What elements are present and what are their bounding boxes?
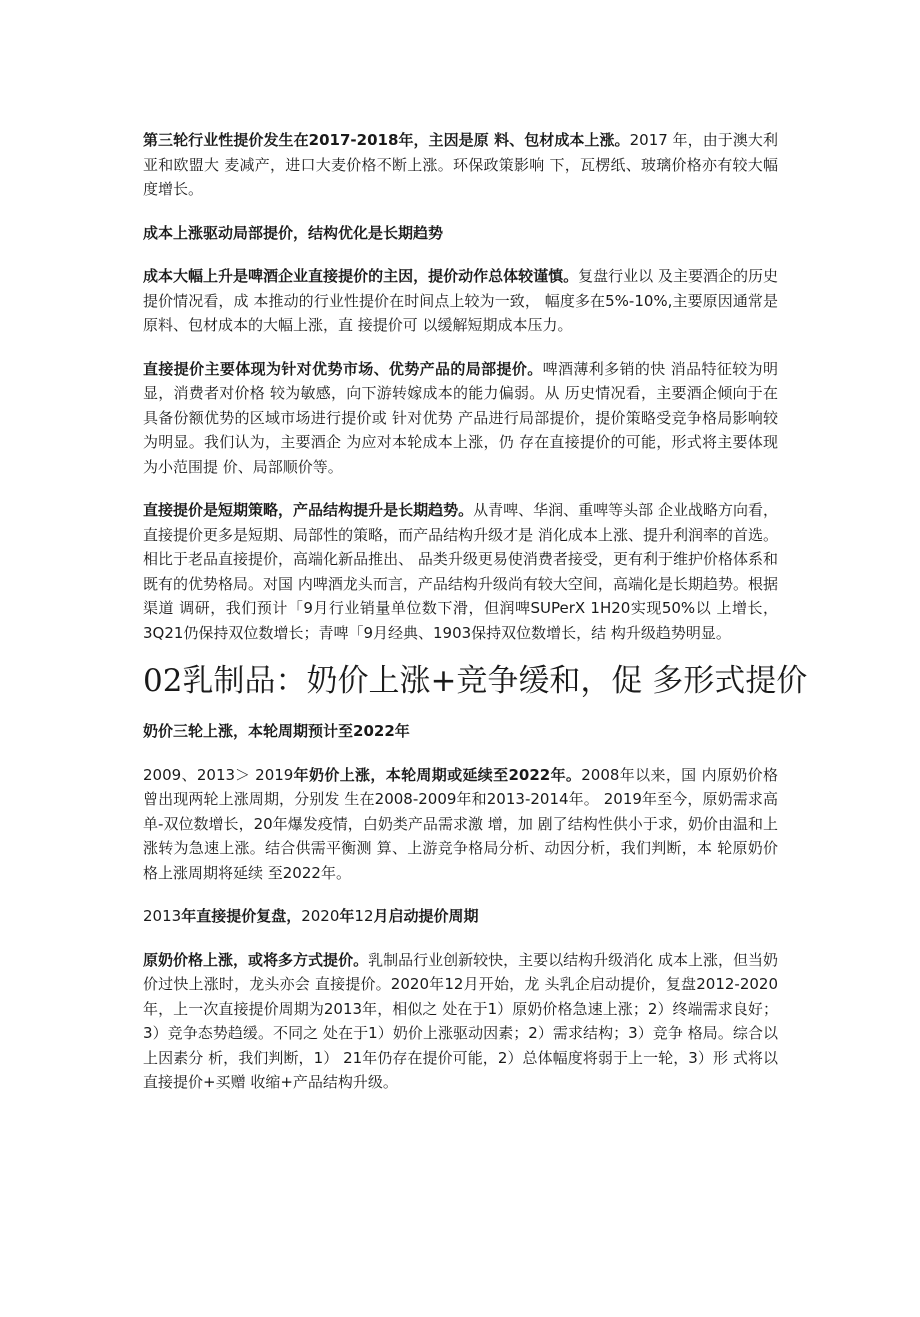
paragraph-lead-bold: 第三轮行业性提价发生在2017-2018年，主因是原 料、包材成本上涨。: [143, 131, 630, 149]
subheading-2013-review: [143, 904, 778, 929]
subheading-milk-price: 奶价三轮上涨，本轮周期预计至2022年: [143, 722, 410, 740]
paragraph-lead-bold: 成本大幅上升是啤酒企业直接提价的主因，提价动作总体较谨慎。: [143, 267, 579, 285]
paragraph-third-round: [143, 128, 778, 202]
paragraph-lead-bold-2: 2022年。: [508, 765, 582, 784]
paragraph-text: 乳制品行业创新较快，主要以结构升级消化 成本上涨，但当奶价过快上涨时，龙头亦会 直接提价。2020年12月开始，龙 头乳企启动提价，复盘2012-2020年，上一次直接提价周期为2013年，相似之 处在于1）原奶价格急速上涨；2）终端需求良好；3）竞争态势趋缓。不同之 处在于1）奶价上涨驱动因素；2）需求结构；3）竞争 格局。综合以上因素分 析，我们判断，1） 21年仍存在提价可能，2）总体幅度将弱于上一轮，3）形 式将以直接提价+买赠 收缩+产品结构升级。: [143, 950, 778, 1091]
heading-part: 月启动提价周期: [373, 907, 479, 925]
paragraph-text: 2017 年，由于澳大利亚和欧盟大 麦减产，进口大麦价格不断上涨。环保政策影响 下，瓦楞纸、玻璃价格亦有较大幅度增长。: [143, 131, 778, 198]
paragraph-text: 从青啤、华润、重啤等头部 企业战略方向看，直接提价更多是短期、局部性的策略，而产品结构升级才是 消化成本上涨、提升利润率的首选。相比于老品直接提价，高端化新品推出、 品类升级更易使消费者接受，更有利于维护价格体系和既有的优势格局。对国 内啤酒龙头而言，产品结构升级尚有较大空间，高端化是长期趋势。根据渠道 调研，我们预计「9月行业销量单位数下滑，但润啤SUPerX 1H20实现50%以 上增长，3Q21仍保持双位数增长；青啤「9月经典、1903保持双位数增长，结 构升级趋势明显。: [143, 501, 778, 642]
paragraph-lead-bold: 年奶价上涨，本轮周期或延续至: [293, 765, 509, 784]
section-title-text: 乳制品：奶价上涨+竞争缓和，促 多形式提价: [182, 663, 808, 699]
paragraph-lead-bold: 直接提价主要体现为针对优势市场、优势产品的局部提价。: [143, 359, 543, 378]
heading-part: 年: [339, 907, 355, 925]
paragraph-text: 2008年以来，国 内原奶价格曾出现两轮上涨周期，分别发 生在2008-2009年和2013-2014年。 2019年至今，原奶需求高单-双位数增长，20年爆发疫情，白奶类产品需求激 增，加 剧了结构性供小于求，奶价由温和上涨转为急速上涨。结合供需平衡测 算、上游竞争格局分析、动因分析，我们判断，本 轮原奶价格上涨周期将延续 至2022年。: [143, 765, 778, 882]
paragraph-lead-bold: 直接提价是短期策略，产品结构提升是长期趋势。: [143, 501, 474, 519]
paragraph-lead-bold: 原奶价格上涨，或将多方式提价。: [143, 950, 369, 969]
heading-month: 12: [354, 907, 374, 925]
paragraph-text: 啤酒薄利多销的快 消品特征较为明显，消费者对价格 较为敏感，向下游转嫁成本的能力偏弱。从 历史情况看，主要酒企倾向于在具备份额优势的区域市场进行提价或 针对优势 产品进行局部提价，提价策略受竞争格局影响较为明显。我们认为，主要酒企 为应对本轮成本上涨，仍 存在直接提价的可能，形式将主要体现为小范围提 价、局部顺价等。: [143, 359, 778, 476]
paragraph-local-price: [143, 357, 778, 480]
section-number: 02: [143, 663, 183, 699]
paragraph-text: 复盘行业以 及主要酒企的历史提价情况看，成 本推动的行业性提价在时间点上较为一致， 幅度多在5%-10%,主要原因通常是原料、包材成本的大幅上涨，直 接提价可 以缓解短期成本压力。: [143, 267, 778, 334]
subheading-cost-driven: 成本上涨驱动局部提价，结构优化是长期趋势: [143, 223, 444, 242]
heading-part: 年直接提价复盘，: [181, 907, 302, 925]
heading-year-2013: 2013: [143, 907, 182, 925]
paragraph-structure-upgrade: [143, 498, 778, 645]
paragraph-cost-rise: [143, 264, 778, 338]
paragraph-milk-cycle: [143, 763, 778, 886]
paragraph-lead: 2009、2013＞ 2019: [143, 765, 294, 784]
document-body: [143, 128, 808, 1095]
paragraph-multi-method: [143, 948, 778, 1095]
section-title-dairy: [143, 661, 808, 701]
heading-year-2020: 2020: [301, 907, 340, 925]
